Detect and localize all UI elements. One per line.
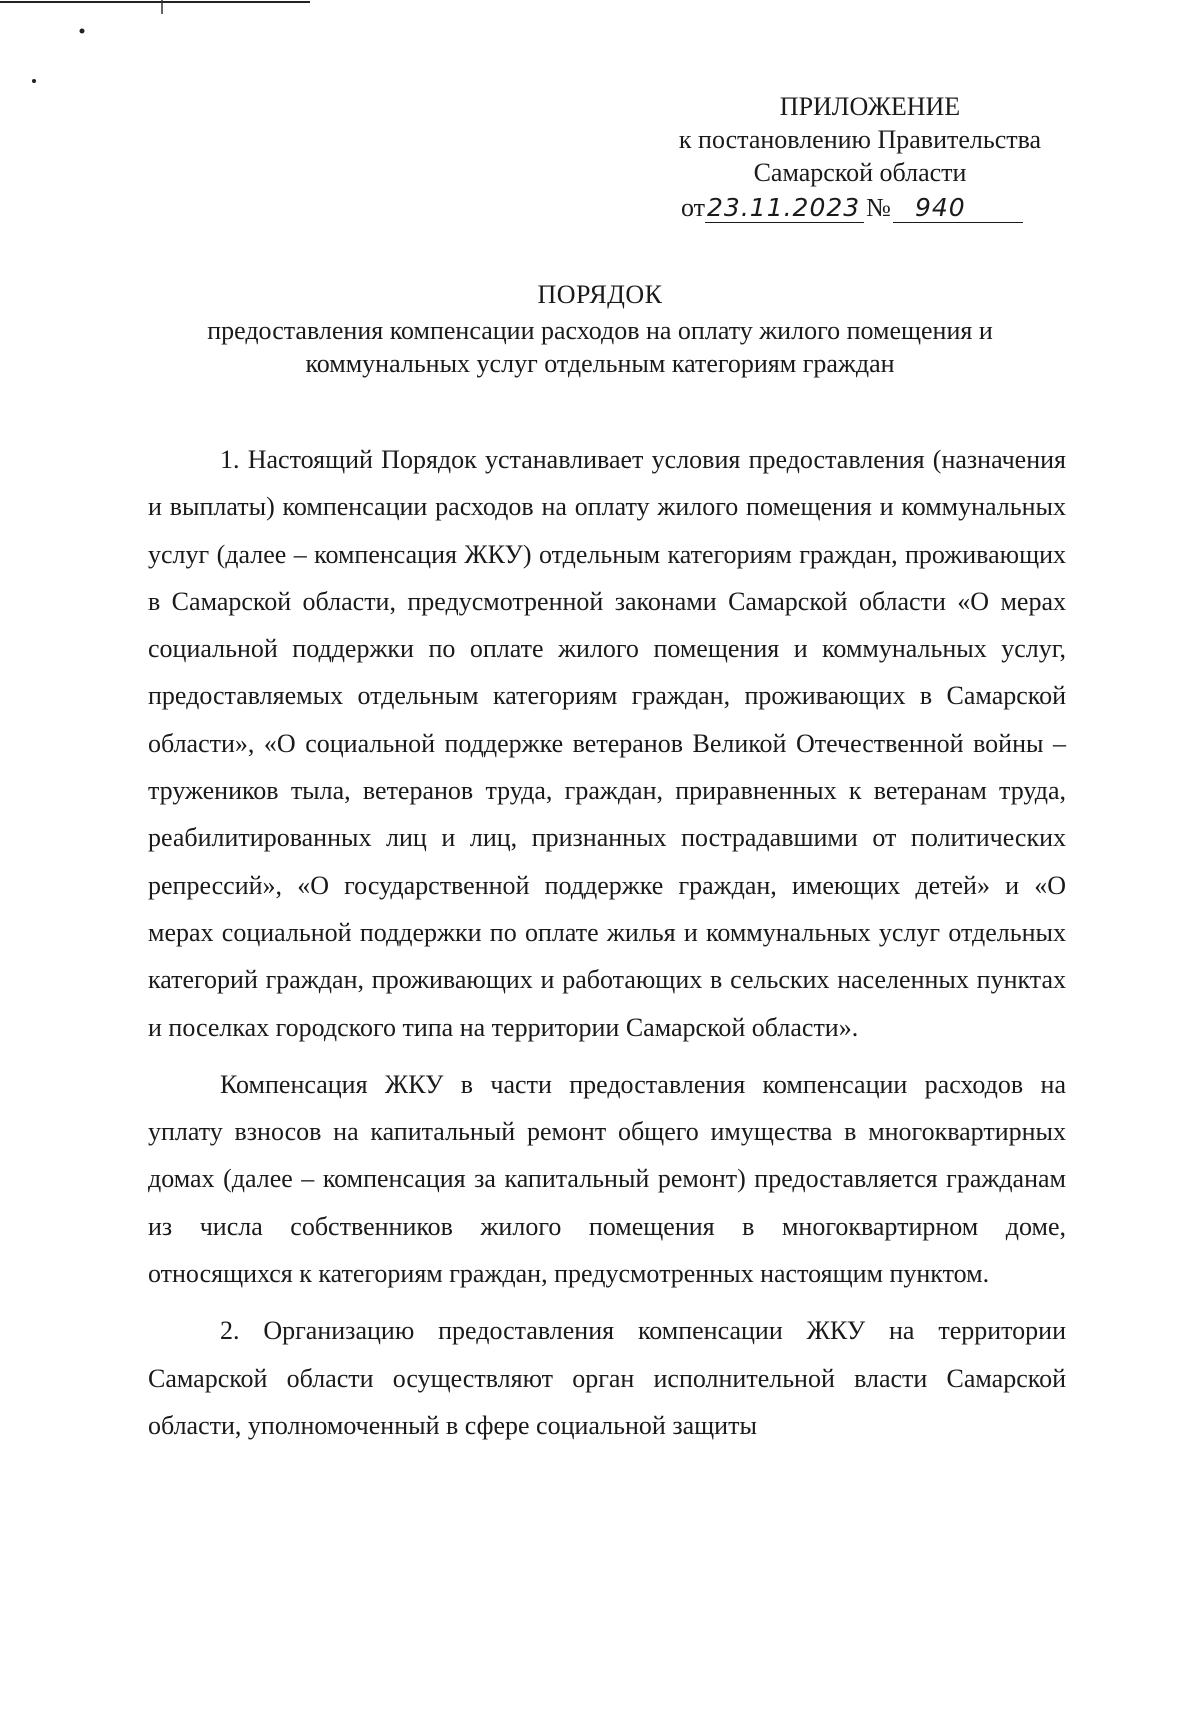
appendix-block: [600, 90, 1120, 224]
document-subtitle-line-2: коммунальных услуг отдельным категориям граждан: [305, 349, 895, 378]
document-title: ПОРЯДОК: [537, 280, 663, 309]
scan-speck: [80, 29, 85, 34]
appendix-date-line: [600, 191, 1120, 224]
paragraph-3: 2. Организацию предоставления компенсации ЖКУ на территории Самарской области осуществляют орган исполнительной власти Самарской области, уполномоченный в сфере социальной защиты: [148, 1316, 1066, 1440]
number-field: [893, 194, 1023, 223]
document-title-block: [130, 278, 1070, 380]
handwritten-number: 940: [914, 193, 966, 222]
scan-speck: [32, 79, 36, 83]
date-prefix: от: [681, 193, 706, 222]
paragraph-1: 1. Настоящий Порядок устанавливает условия предоставления (назначения и выплаты) компенсации расходов на оплату жилого помещения и коммунальных услуг (далее – компенсация ЖКУ) отдельным категориям граждан, проживающих в Самарской области, предусмотренной законами Самарской области «О мерах социальной поддержки по оплате жилого помещения и коммунальных услуг, предоставляемых отдельным категориям граждан, проживающих в Самарской области», «О социальной поддержке ветеранов Великой Отечественной войны – тружеников тыла, ветеранов труда, граждан, приравненных к ветеранам труда, реабилитированных лиц и лиц, признанных пострадавшими от политических репрессий», «О государственной поддержке граждан, имеющих детей» и «О мерах социальной поддержки по оплате жилья и коммунальных услуг отдельных категорий граждан, проживающих и работающих в сельских населенных пунктах и поселках городского типа на территории Самарской области».: [148, 445, 1066, 1042]
document-body: [148, 436, 1066, 1449]
handwritten-date: 23.11.2023: [707, 193, 861, 222]
paragraph-2: Компенсация ЖКУ в части предоставления компенсации расходов на уплату взносов на капитальный ремонт общего имущества в многоквартирных домах (далее – компенсация за капитальный ремонт) предоставляется гражданам из числа собственников жилого помещения в многоквартирном доме, относящихся к категориям граждан, предусмотренных настоящим пунктом.: [148, 1069, 1066, 1289]
appendix-line-2: Самарской области: [753, 158, 967, 187]
appendix-line-1: к постановлению Правительства: [678, 125, 1042, 154]
document-subtitle-line-1: предоставления компенсации расходов на оплату жилого помещения и: [207, 316, 993, 345]
date-field: [705, 194, 864, 223]
number-sign: №: [866, 193, 891, 222]
appendix-heading: ПРИЛОЖЕНИЕ: [779, 92, 961, 121]
